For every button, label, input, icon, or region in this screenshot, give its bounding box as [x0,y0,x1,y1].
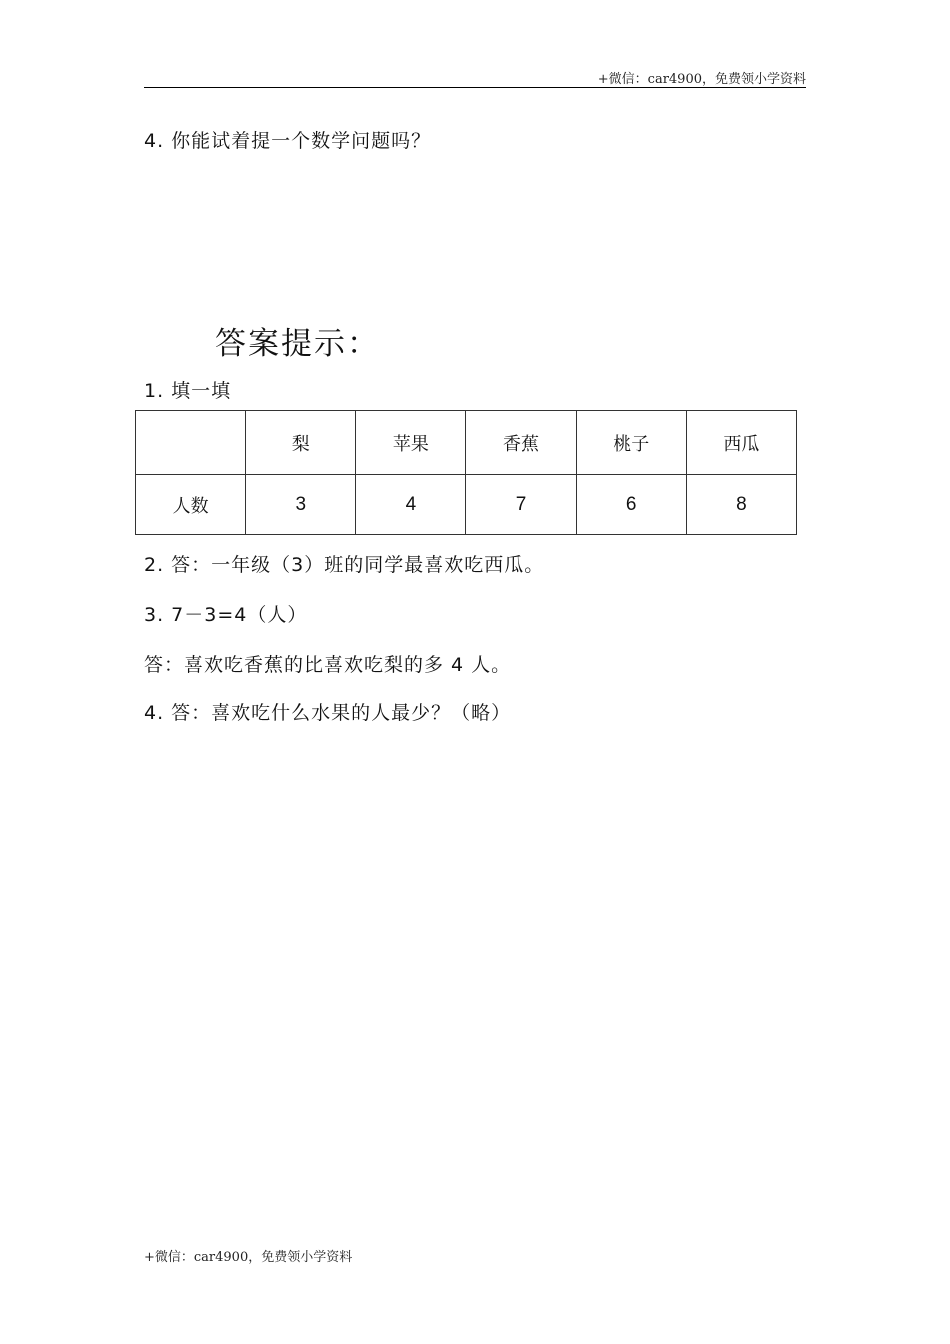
table-header-cell [136,411,246,475]
table-cell: 8 [686,475,796,535]
footer-text: +微信：car4900，免费领小学资料 [144,1250,353,1265]
table-header-cell: 西瓜 [686,411,796,475]
table-cell: 6 [576,475,686,535]
table-cell: 7 [466,475,576,535]
answer-3-statement: 答：喜欢吃香蕉的比喜欢吃梨的多 4 人。 [144,654,512,676]
table-header-cell: 苹果 [356,411,466,475]
table-header-cell: 香蕉 [466,411,576,475]
answer-3-equation: 3. 7－3=4（人） [144,604,308,626]
table-header-cell: 梨 [246,411,356,475]
question-4: 4. 你能试着提一个数学问题吗？ [144,130,432,152]
table-cell: 4 [356,475,466,535]
answer-title: 答案提示： [215,326,380,362]
fruit-count-table [135,410,797,535]
table-cell: 3 [246,475,356,535]
header-rule [144,87,806,88]
table-row [136,475,797,535]
table-row-label: 人数 [136,475,246,535]
table-header-row [136,411,797,475]
answer-4: 4. 答：喜欢吃什么水果的人最少？（略） [144,702,512,724]
header-text: +微信：car4900，免费领小学资料 [597,72,806,87]
answer-1-label: 1. 填一填 [144,380,232,402]
answer-2: 2. 答：一年级（3）班的同学最喜欢吃西瓜。 [144,554,545,576]
table-header-cell: 桃子 [576,411,686,475]
